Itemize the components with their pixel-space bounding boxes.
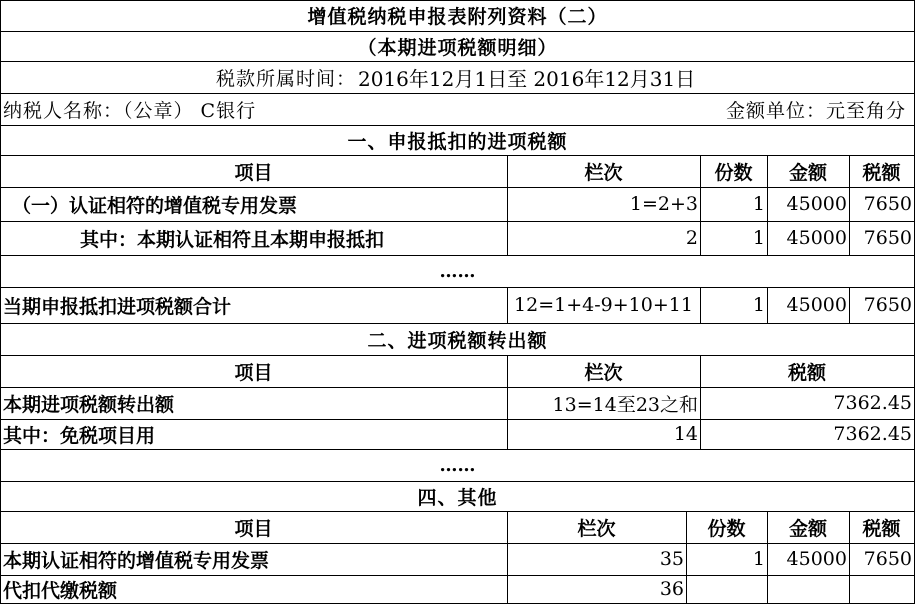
s2-row1-line: 13=14至23之和 (552, 393, 698, 416)
s1-total-line: 12=1+4-9+10+11 (514, 294, 693, 316)
s1-row1-copies: 1 (752, 193, 765, 215)
s2-header-tax: 税额 (787, 361, 826, 384)
s2-row2-tax: 7362.45 (833, 423, 912, 445)
unit-label: 金额单位：元至角分 (725, 99, 906, 122)
s2-row1-item: 本期进项税额转出额 (3, 393, 175, 416)
s4-row1-line: 35 (659, 548, 684, 570)
s1-row1-item: （一）认证相符的增值税专用发票 (12, 194, 298, 217)
col-header-amount: 金额 (788, 161, 827, 184)
s4-row1-tax: 7650 (863, 548, 912, 570)
col-header-tax: 税额 (862, 161, 901, 184)
s4-row1-amount: 45000 (786, 548, 847, 570)
ellipsis-row: …… (439, 260, 476, 282)
col-header-line: 栏次 (584, 161, 623, 184)
s4-row2-item: 代扣代缴税额 (3, 579, 118, 602)
period-label: 税款所属时间： (215, 67, 356, 90)
section1-heading: 一、申报抵扣的进项税额 (347, 130, 568, 153)
s4-header-item: 项目 (234, 517, 273, 540)
form-title: 增值税纳税申报表附列资料（二） (307, 6, 608, 28)
s1-row2-item: 其中：本期认证相符且本期申报抵扣 (80, 228, 385, 251)
s2-header-line: 栏次 (584, 361, 623, 384)
s1-total-copies: 1 (752, 294, 765, 316)
s4-row2-line: 36 (659, 578, 684, 600)
taxpayer-label: 纳税人名称：（公章） C银行 (3, 99, 257, 122)
s4-header-amount: 金额 (788, 517, 827, 540)
col-header-item: 项目 (234, 161, 273, 184)
s1-row1-amount: 45000 (786, 193, 847, 215)
s2-row2-line: 14 (673, 423, 698, 445)
section2-heading: 二、进项税额转出额 (367, 329, 548, 352)
s4-header-copies: 份数 (707, 517, 746, 540)
s1-row2-amount: 45000 (786, 227, 847, 249)
s1-total-amount: 45000 (786, 294, 847, 316)
s2-row2-item: 其中：免税项目用 (3, 424, 156, 447)
s4-row2-tax (849, 575, 914, 603)
s1-row2-copies: 1 (752, 227, 765, 249)
s4-row2-copies (686, 575, 767, 603)
s2-header-item: 项目 (234, 361, 273, 384)
s1-row2-tax: 7650 (863, 227, 912, 249)
ellipsis-row-2: …… (439, 454, 476, 476)
s2-row1-tax: 7362.45 (833, 392, 912, 414)
s1-row2-line: 2 (685, 227, 698, 249)
s4-row1-item: 本期认证相符的增值税专用发票 (3, 549, 270, 572)
s4-row2-amount (767, 575, 849, 603)
s4-header-line: 栏次 (577, 517, 616, 540)
section4-heading: 四、其他 (417, 486, 498, 509)
col-header-copies: 份数 (714, 161, 753, 184)
s4-header-tax: 税额 (862, 517, 901, 540)
s4-row1-copies: 1 (752, 548, 765, 570)
s1-row1-line: 1=2+3 (629, 193, 698, 215)
s1-row1-tax: 7650 (863, 193, 912, 215)
form-subtitle: （本期进项税额明细） (357, 36, 558, 59)
s1-total-item: 当期申报抵扣进项税额合计 (3, 295, 232, 318)
period-value: 2016年12月1日至 2016年12月31日 (358, 66, 696, 91)
s1-total-tax: 7650 (863, 294, 912, 316)
